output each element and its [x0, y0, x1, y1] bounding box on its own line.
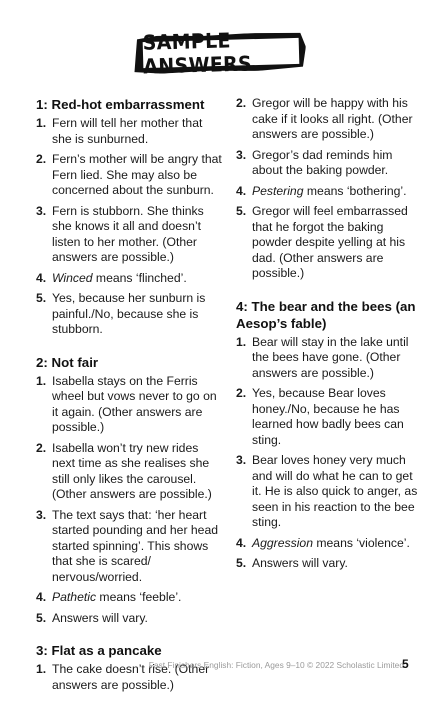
answer-text: Fern is stubborn. She thinks she knows it all and doesn’t listen to her mother. (Other answers are possible.) — [52, 203, 204, 264]
answer-item — [36, 152, 222, 199]
answer-number: 5. — [36, 291, 47, 305]
answer-text: The text says that: ‘her heart started pounding and her head started spinning’. This shows that she is scared/ nervous/worried. — [52, 507, 219, 584]
answer-number: 1. — [36, 116, 47, 130]
answer-number: 3. — [36, 203, 47, 218]
section-heading: 4: The bear and the bees (an Aesop’s fable) — [236, 298, 416, 331]
answer-number: 1. — [36, 373, 47, 388]
page-number: 5 — [402, 657, 409, 671]
answer-item — [236, 335, 422, 382]
answer-item — [236, 556, 422, 572]
answer-number: 3. — [236, 453, 247, 467]
answer-item — [36, 508, 222, 586]
answer-text: The cake doesn’t rise. (Other answers are possible.) — [52, 662, 210, 692]
answer-number: 5. — [236, 556, 247, 570]
answer-number: 4. — [36, 590, 47, 604]
answer-number: 1. — [36, 662, 47, 676]
answer-text: Bear will stay in the lake until the bees have gone. (Other answers are possible.) — [252, 334, 409, 380]
answer-item — [36, 116, 222, 147]
answer-item — [36, 204, 222, 266]
answer-text: Isabella won’t try new rides next time as she realises she still only likes the carousel. (Other answers are possible.) — [52, 440, 212, 501]
section-red-hot-embarrassment — [36, 96, 222, 338]
answer-text: Yes, because Bear loves honey./No, because he has learned how badly bees can sting. — [252, 386, 404, 447]
answer-number: 3. — [36, 507, 47, 522]
answer-text: Aggression means ‘violence’. — [252, 535, 410, 550]
answer-item — [236, 184, 422, 200]
answer-item — [36, 441, 222, 503]
answer-item — [236, 536, 422, 552]
answer-item — [36, 611, 222, 627]
right-column — [236, 96, 422, 588]
answer-text: Gregor’s dad reminds him about the baking powder. — [252, 147, 393, 177]
banner-plate — [142, 28, 300, 79]
answer-number: 4. — [236, 535, 247, 550]
answer-text: Gregor will be happy with his cake if it looks all right. (Other answers are possible.) — [252, 96, 413, 141]
answer-item — [236, 386, 422, 448]
answer-text: Bear loves honey very much and will do what he can to get it. He is also quick to anger, as seen in his reaction to the bee sting. — [252, 453, 418, 529]
left-column — [36, 96, 222, 709]
answer-text: Answers will vary. — [252, 556, 348, 570]
answer-item — [36, 590, 222, 606]
section-bear-and-the-bees — [236, 298, 422, 572]
answer-number: 4. — [236, 183, 247, 198]
answer-text: Yes, because her sunburn is painful./No, because she is stubborn. — [52, 291, 206, 336]
answer-text: Fern will tell her mother that she is sunburned. — [52, 116, 203, 146]
answer-number: 2. — [36, 152, 47, 166]
answer-item — [36, 271, 222, 287]
answer-text: Gregor will feel embarrassed that he forgot the baking powder despite yelling at his dad. (Other answers are possible.) — [252, 204, 408, 280]
answer-item — [36, 374, 222, 436]
answer-text: Pathetic means ‘feeble’. — [52, 590, 182, 604]
section-heading: 2: Not fair — [36, 354, 99, 370]
answer-text: Isabella stays on the Ferris wheel but vows never to go on it again. (Other answers are possible.) — [52, 373, 217, 434]
sample-answers-banner — [134, 28, 312, 80]
answer-item — [236, 148, 422, 179]
answer-number: 5. — [236, 204, 247, 218]
answer-number: 3. — [236, 147, 247, 162]
answer-number: 5. — [36, 610, 47, 625]
answer-number: 2. — [36, 440, 47, 455]
answer-item — [236, 204, 422, 282]
answer-item — [236, 96, 422, 143]
footer-credit: Fast Finishers English: Fiction, Ages 9–10 © 2022 Scholastic Limited — [148, 660, 404, 670]
section-flat-as-a-pancake-continued — [236, 96, 422, 282]
answer-number: 2. — [236, 96, 247, 110]
answer-item — [236, 453, 422, 531]
answer-text: Pestering means ‘bothering’. — [252, 183, 407, 198]
section-heading: 3: Flat as a pancake — [36, 643, 162, 658]
answer-text: Fern’s mother will be angry that Fern lied. She may also be concerned about the sunburn. — [52, 152, 222, 197]
answer-number: 1. — [236, 334, 247, 349]
answer-text: Answers will vary. — [52, 610, 148, 625]
answer-number: 2. — [236, 386, 247, 400]
banner-title: SAMPLE ANSWERS — [142, 28, 253, 79]
answer-item — [36, 291, 222, 338]
section-heading: 1: Red-hot embarrassment — [36, 97, 205, 112]
answer-text: Winced means ‘flinched’. — [52, 270, 187, 285]
section-not-fair — [36, 354, 222, 627]
answer-number: 4. — [36, 270, 47, 285]
